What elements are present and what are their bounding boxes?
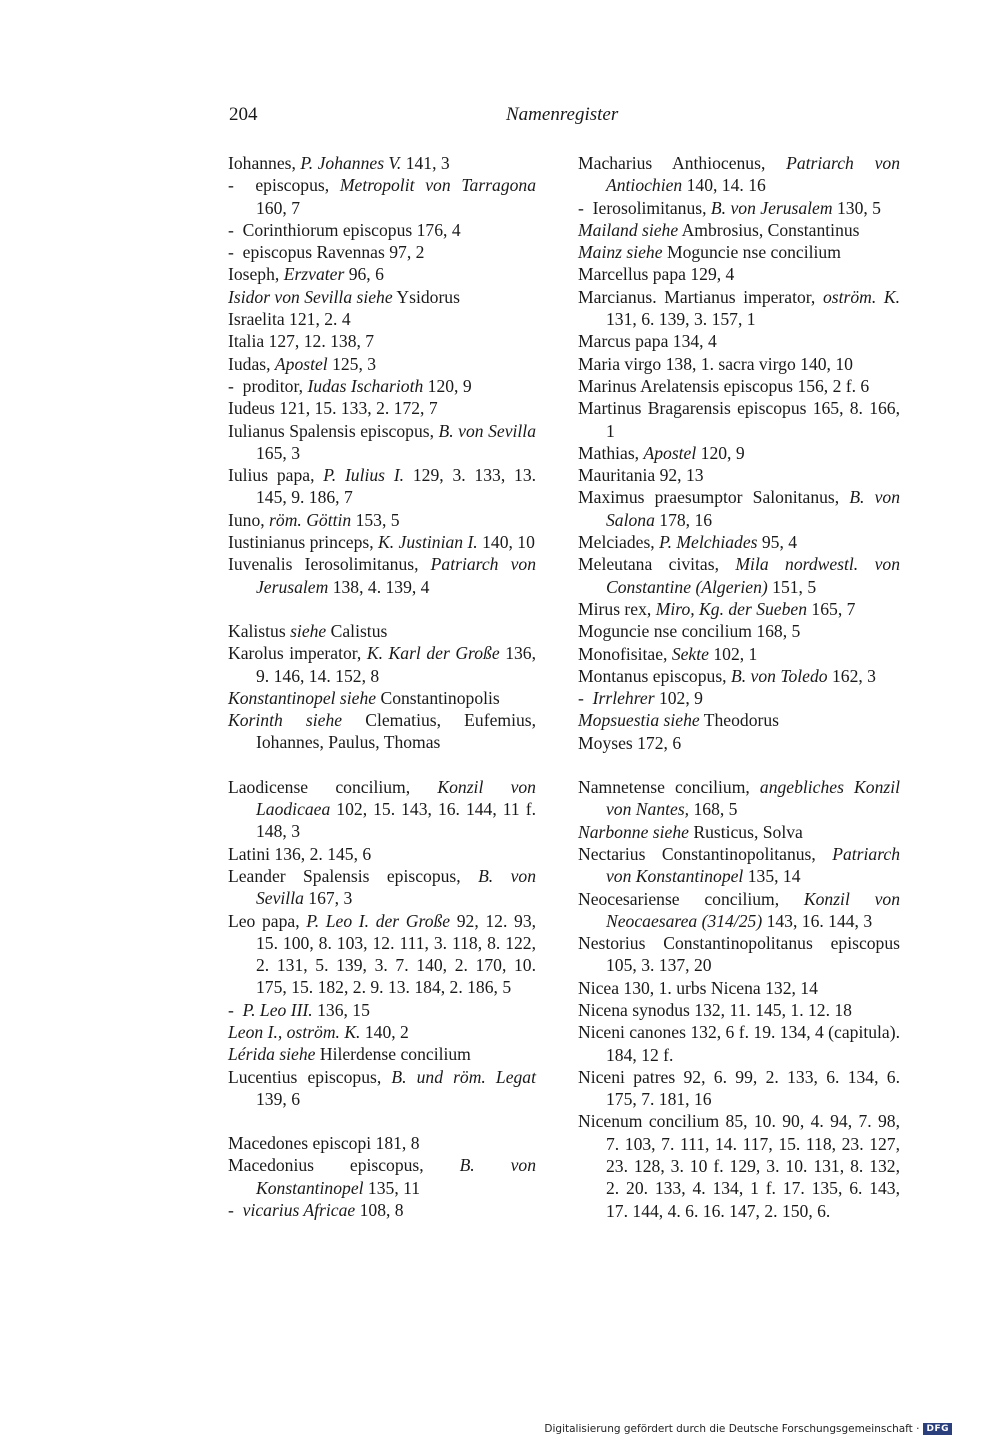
index-entry-text: 140, 14. 16 — [682, 175, 766, 196]
index-entry-text: Niceni canones 132, 6 f. 19. 134, 4 (capitula). 184, 12 f. — [578, 1022, 900, 1065]
index-entry-italic: Erzvater — [283, 264, 345, 285]
index-entry-italic: B. von Toledo — [730, 665, 828, 686]
index-entry — [228, 1154, 536, 1199]
index-entry-text: Karolus imperator, — [228, 643, 367, 664]
index-entry — [578, 1110, 900, 1221]
index-entry-text: Moguncie nse concilium — [662, 242, 841, 263]
index-entry — [228, 219, 536, 241]
index-entry-text: 92, 12. 93, 15. 100, 8. 103, 12. 111, 3. 118, 8. 122, 2. 131, 5. 139, 3. 7. 140, 2. 170, 10. 175, 15. 182, 2. 9. 13. 184, 2. 186, 5 — [256, 910, 537, 998]
index-entry-italic: P. Leo III. — [242, 999, 313, 1020]
index-entry — [228, 1066, 536, 1111]
index-entry-text: 138, 4. 139, 4 — [328, 576, 430, 597]
index-entry-text: episcopus Ravennas 97, 2 — [242, 242, 425, 263]
index-entry-text: Leo papa, — [228, 910, 307, 931]
index-entry — [578, 531, 900, 553]
index-entry-text: Monofisitae, — [578, 643, 672, 664]
index-entry — [228, 865, 536, 910]
index-entry-text: 153, 5 — [351, 509, 400, 530]
index-entry — [228, 353, 536, 375]
index-entry-text: 102, 9 — [654, 688, 703, 709]
index-entry-text: Ysidorus — [392, 286, 460, 307]
index-entry-text: Israelita 121, 2. 4 — [228, 309, 351, 330]
index-entry-text: Macedones episcopi 181, 8 — [228, 1133, 420, 1154]
index-entry-text: Ierosolimitanus, — [592, 197, 711, 218]
index-entry — [228, 241, 536, 263]
index-entry-text: 135, 14 — [743, 866, 801, 887]
index-entry — [228, 509, 536, 531]
index-entry-text: Hilerdense concilium — [315, 1044, 471, 1065]
index-entry-italic: K. Justinian I. — [378, 532, 478, 553]
index-entry-text: Italia 127, 12. 138, 7 — [228, 331, 375, 352]
index-entry-text: Iudas, — [228, 353, 275, 374]
index-entry-text: Montanus episcopus, — [578, 665, 731, 686]
index-entry — [578, 1021, 900, 1066]
index-entry — [578, 643, 900, 665]
index-entry-italic: Sekte — [671, 643, 709, 664]
index-entry-text: Leander Spalensis episcopus, — [228, 865, 479, 886]
index-entry-italic: B. von Salona — [606, 487, 900, 530]
index-entry-text: 135, 11 — [363, 1177, 421, 1198]
index-entry-italic: B. von Sevilla — [438, 420, 536, 441]
index-entry-text: Nicenum concilium 85, 10. 90, 4. 94, 7. 98, 7. 103, 7. 111, 14. 117, 15. 118, 23. 127, 23. 128, 3. 10 f. 129, 3. 10. 131, 8. 132, 2. 20. 133, 4. 134, 1 f. 17. 135, 6. 143, 17. 144, 4. 6. 16. 147, 2. 150, 6. — [578, 1111, 900, 1221]
index-entry — [228, 843, 536, 865]
index-entry-text: Clematius, Eufemius, Iohannes, Paulus, Thomas — [256, 710, 536, 753]
index-entry — [578, 598, 900, 620]
index-entry-italic: B. von Jerusalem — [710, 197, 833, 218]
index-entry-text: Nicea 130, 1. urbs Nicena 132, 14 — [578, 977, 818, 998]
index-entry-text: Mirus rex, — [578, 598, 656, 619]
index-entry-italic: angebliches Konzil von Nantes, — [606, 777, 900, 820]
index-entry — [578, 197, 900, 219]
index-entry-italic: Konstantinopel siehe — [228, 687, 377, 708]
index-entry-italic: P. Leo I. der Große — [306, 910, 451, 931]
index-entry-text: 95, 4 — [757, 532, 798, 553]
index-entry-italic: Miro, Kg. der Sueben — [655, 598, 808, 619]
index-entry-italic: B. von Sevilla — [256, 865, 537, 909]
index-entry — [228, 397, 536, 419]
index-entry — [228, 687, 536, 709]
index-entry — [578, 263, 900, 285]
index-entry-text: Marcianus. Martianus imperator, — [578, 286, 823, 307]
index-entry-text: 125, 3 — [327, 353, 377, 374]
index-entry — [578, 776, 900, 821]
index-entry — [228, 709, 536, 754]
index-entry-text: proditor, — [242, 375, 308, 396]
index-entry-text: 136, 9. 146, 14. 152, 8 — [256, 643, 536, 686]
index-entry — [578, 486, 900, 531]
index-entry-text: Neocesariense concilium, — [578, 888, 804, 909]
index-entry — [578, 977, 900, 999]
index-entry-italic: Konzil von Neocaesarea (314/25) — [606, 888, 900, 931]
index-entry-italic: Konzil von Laodicaea — [256, 776, 536, 820]
index-entry-text: Marinus Arelatensis episcopus 156, 2 f. 6 — [578, 375, 870, 396]
index-entry-italic: Korinth siehe — [228, 710, 343, 731]
index-entry-text: Marcellus papa 129, 4 — [578, 264, 735, 285]
index-entry-italic: vicarius Africae — [242, 1200, 356, 1221]
index-entry-italic: Apostel — [643, 442, 697, 463]
index-entry-italic: Patriarch von Konstantinopel — [606, 843, 900, 887]
index-entry-text: 96, 6 — [344, 264, 384, 285]
index-entry — [228, 330, 536, 352]
index-entry — [578, 464, 900, 486]
index-column-right — [578, 152, 900, 1222]
index-entry — [228, 1132, 536, 1154]
index-entry-text: Iuvenalis Ierosolimitanus, — [228, 554, 431, 575]
index-entry — [228, 1021, 536, 1043]
index-entry-italic: Patriarch von Jerusalem — [256, 554, 536, 597]
index-entry-text: Maximus praesumptor Salonitanus, — [578, 487, 850, 508]
index-entry-text: Martinus Bragarensis episcopus 165, 8. 166, 1 — [578, 398, 900, 441]
index-entry — [228, 375, 536, 397]
index-entry-text: Constantinopolis — [376, 687, 500, 708]
index-entry — [578, 709, 900, 731]
footer-text: Digitalisierung gefördert durch die Deutsche Forschungsgemeinschaft · — [544, 1423, 920, 1435]
index-entry-text: Laodicense concilium, — [228, 776, 438, 797]
index-entry-italic: Apostel — [274, 353, 328, 374]
index-entry — [578, 353, 900, 375]
index-entry-text: Corinthiorum episcopus 176, 4 — [242, 219, 461, 240]
index-entry-text: Maria virgo 138, 1. sacra virgo 140, 10 — [578, 353, 853, 374]
index-entry-text: Calistus — [326, 620, 388, 641]
index-entry-italic: K. Karl der Große — [366, 643, 500, 664]
index-entry — [578, 732, 900, 754]
index-entry-text: Iohannes, — [228, 153, 301, 173]
index-entry — [228, 1043, 536, 1065]
index-entry-text: Macedonius episcopus, — [228, 1155, 460, 1176]
index-entry — [578, 219, 900, 241]
digitization-footer — [544, 1423, 952, 1435]
index-entry-text: 140, 2 — [360, 1021, 409, 1042]
index-entry-text: 129, 3. 133, 13. 145, 9. 186, 7 — [256, 465, 537, 508]
index-entry — [228, 910, 536, 999]
index-entry-italic: B. von Konstantinopel — [256, 1155, 536, 1198]
index-entry-text: Melciades, — [578, 532, 660, 553]
index-entry-italic: siehe — [290, 620, 327, 641]
index-entry — [228, 308, 536, 330]
index-entry-text: 178, 16 — [654, 509, 713, 530]
index-entry-text: Niceni patres 92, 6. 99, 2. 133, 6. 134, 6. 175, 7. 181, 16 — [578, 1066, 900, 1110]
index-entry-text: Ioseph, — [228, 264, 284, 285]
index-entry-text: 168, 5 — [689, 799, 738, 820]
index-entry-text: Marcus papa 134, 4 — [578, 331, 717, 352]
index-entry — [578, 1066, 900, 1111]
index-entry — [228, 776, 536, 843]
index-entry-text: Nestorius Constantinopolitanus episcopus 105, 3. 137, 20 — [578, 933, 900, 976]
index-entry-text: 165, 3 — [256, 442, 300, 463]
index-entry-text: Mauritania 92, 13 — [578, 465, 704, 486]
index-entry-italic: Iudas Ischarioth — [307, 375, 424, 396]
index-entry-text: 160, 7 — [256, 197, 300, 218]
index-entry-italic: röm. Göttin — [269, 509, 352, 530]
index-entry — [228, 286, 536, 308]
index-entry-italic: Irrlehrer — [592, 688, 655, 709]
index-entry — [578, 999, 900, 1021]
index-entry — [578, 932, 900, 977]
index-entry-text: Ambrosius, Constantinus — [678, 219, 860, 240]
dfg-logo: DFG — [923, 1423, 952, 1435]
index-entry-text: episcopus, — [255, 175, 340, 196]
index-entry-text: 108, 8 — [355, 1200, 404, 1221]
running-head: Namenregister — [506, 104, 619, 125]
index-entry-text: Iuno, — [228, 509, 270, 530]
index-entry — [578, 286, 900, 331]
index-entry — [228, 620, 536, 642]
index-entry — [578, 665, 900, 687]
index-entry-italic: Mainz siehe — [578, 242, 663, 263]
index-entry-italic: Mopsuestia siehe — [578, 710, 700, 731]
index-entry — [578, 397, 900, 442]
index-entry-text: 131, 6. 139, 3. 157, 1 — [606, 309, 756, 330]
index-entry-text: Lucentius episcopus, — [228, 1066, 392, 1087]
index-entry — [228, 263, 536, 285]
index-entry — [228, 553, 536, 598]
index-entry-italic: Isidor von Sevilla siehe — [228, 286, 393, 307]
index-entry — [578, 152, 900, 197]
index-entry-text: Iustinianus princeps, — [228, 532, 379, 553]
index-entry — [228, 642, 536, 687]
index-entry-italic: Mailand siehe — [578, 219, 679, 240]
index-entry — [578, 687, 900, 709]
index-entry-text: Theodorus — [699, 710, 779, 731]
index-entry-text: 139, 6 — [256, 1088, 300, 1109]
index-entry-text: Macharius Anthiocenus, — [578, 153, 787, 173]
index-entry-italic: B. und röm. Legat — [391, 1066, 536, 1087]
index-entry-text: 136, 15 — [312, 999, 370, 1020]
index-entry-italic: Patriarch von Antiochien — [606, 153, 900, 196]
index-entry-text: 102, 15. 143, 16. 144, 11 f. 148, 3 — [256, 799, 536, 842]
index-entry — [228, 152, 536, 174]
index-entry — [578, 442, 900, 464]
index-entry-text: 130, 5 — [832, 197, 881, 218]
index-entry-text: 140, 10 — [477, 532, 535, 553]
index-entry — [578, 330, 900, 352]
index-entry — [228, 531, 536, 553]
index-entry-text: 120, 9 — [696, 442, 745, 463]
index-entry — [578, 375, 900, 397]
index-entry-italic: Lérida siehe — [228, 1044, 316, 1065]
index-entry — [578, 553, 900, 598]
index-entry-text: Meleutana civitas, — [578, 554, 736, 575]
index-entry-text: Latini 136, 2. 145, 6 — [228, 843, 372, 864]
index-entry-text: 151, 5 — [767, 576, 817, 597]
index-entry-text: 143, 16. 144, 3 — [762, 910, 873, 931]
index-entry-text: Namnetense concilium, — [578, 777, 760, 798]
index-entry-text: 162, 3 — [827, 665, 876, 686]
index-entry-text: 120, 9 — [423, 375, 472, 396]
index-entry-text: Mathias, — [578, 442, 644, 463]
index-entry-text: 167, 3 — [303, 888, 353, 909]
index-entry-italic: Leon I., oström. K. — [228, 1021, 361, 1042]
page-number: 204 — [229, 104, 258, 125]
index-entry — [578, 241, 900, 263]
index-entry-text: Iulianus Spalensis episcopus, — [228, 420, 439, 441]
index-entry — [578, 843, 900, 888]
index-entry-text: Nectarius Constantinopolitanus, — [578, 843, 833, 864]
index-entry — [228, 174, 536, 219]
index-entry — [228, 420, 536, 465]
index-entry-italic: Narbonne siehe — [578, 821, 689, 842]
index-entry-italic: oström. K. — [822, 286, 900, 307]
index-entry-text: Rusticus, Solva — [688, 821, 803, 842]
index-entry-text: Kalistus — [228, 620, 291, 641]
index-entry-italic: Metropolit von Tarragona — [339, 175, 537, 196]
index-entry-text: Iulius papa, — [228, 465, 324, 486]
index-entry-italic: P. Iulius I. — [323, 465, 405, 486]
index-entry — [228, 999, 536, 1021]
index-entry-italic: P. Melchiades — [659, 532, 758, 553]
index-entry-text: 102, 1 — [708, 643, 758, 664]
index-entry-text: Iudeus 121, 15. 133, 2. 172, 7 — [228, 398, 438, 419]
index-entry-text: Nicena synodus 132, 11. 145, 1. 12. 18 — [578, 999, 852, 1020]
index-entry-italic: P. Johannes V. — [300, 153, 402, 173]
index-column-left — [228, 152, 536, 1221]
index-entry — [228, 1199, 536, 1221]
index-entry-text: Moyses 172, 6 — [578, 732, 682, 753]
index-entry-text: Moguncie nse concilium 168, 5 — [578, 621, 801, 642]
index-entry-italic: Mila nordwestl. von Constantine (Algerien) — [606, 554, 901, 597]
index-entry-text: 165, 7 — [807, 598, 856, 619]
index-entry — [578, 821, 900, 843]
index-entry — [578, 620, 900, 642]
index-entry — [578, 888, 900, 933]
index-entry — [228, 464, 536, 509]
index-entry-text: 141, 3 — [401, 153, 450, 173]
